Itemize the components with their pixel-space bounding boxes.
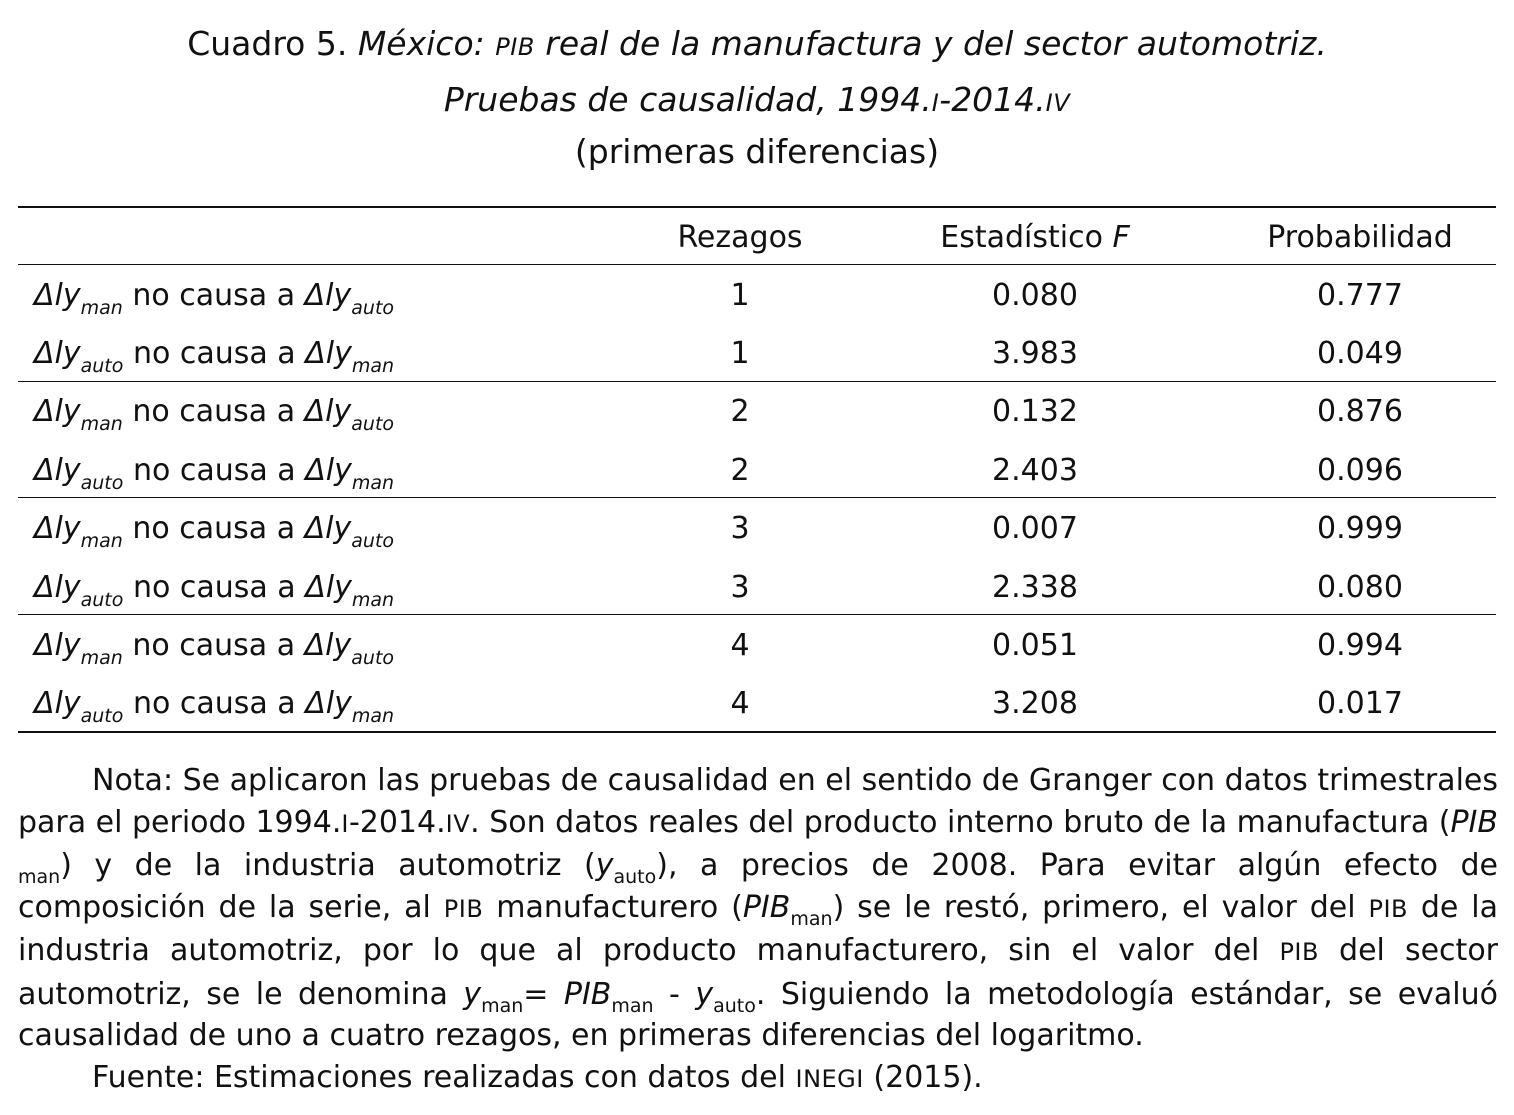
note-s5: manufacturero ( (496, 889, 743, 925)
note-pib-sc-1: PIB (443, 894, 484, 923)
source-a: Fuente: Estimaciones realizadas con datos del (92, 1059, 786, 1095)
subtitle-iv: IV (1045, 89, 1071, 117)
note (18, 760, 1498, 1100)
cell-rezagos: 1 (730, 336, 750, 371)
note-s6: ) se le restó, primero, el valor del (832, 889, 1356, 925)
delta-ly: Δly (304, 278, 352, 313)
row-label-mid: no causa a (132, 570, 296, 605)
note-s1-dash: -2014. (348, 804, 446, 840)
delta-ly: Δly (34, 336, 81, 371)
note-y-3: y (695, 976, 714, 1012)
cell-rezagos: 2 (730, 394, 750, 429)
cell-probabilidad: 0.017 (1317, 686, 1403, 721)
subscript-from: man (80, 530, 123, 552)
note-auto-sub: auto (613, 866, 657, 888)
note-man-sub: man (18, 866, 61, 888)
delta-ly: Δly (34, 278, 81, 313)
row-label-mid: no causa a (132, 336, 296, 371)
subtitle-a: Pruebas de causalidad, 1994. (443, 80, 932, 119)
note-s7: de la industria automotriz, por lo que al producto manufacturero, sin el valor del (18, 889, 1499, 968)
row-label-mid: no causa a (132, 453, 296, 488)
note-s1: Nota: Se aplicaron las pruebas de causalidad en el sentido de Granger con datos trimestrales para el periodo 1994. (18, 763, 1498, 840)
subscript-from: auto (80, 705, 124, 727)
title-country: México: (357, 24, 485, 63)
cell-estadistico-f: 0.132 (992, 394, 1078, 429)
delta-ly: Δly (305, 570, 352, 605)
cell-estadistico-f: 3.983 (992, 336, 1078, 371)
subscript-to: auto (351, 530, 395, 552)
note-auto-sub-2: auto (713, 994, 756, 1017)
note-man-sub-4: man (611, 994, 654, 1017)
row-label (34, 684, 395, 727)
subscript-to: man (351, 589, 395, 611)
delta-ly: Δly (305, 453, 352, 488)
cell-probabilidad: 0.080 (1317, 570, 1403, 605)
delta-ly: Δly (305, 686, 352, 721)
source-b: (2015). (873, 1059, 983, 1095)
delta-ly: Δly (304, 628, 352, 663)
subscript-to: man (351, 355, 395, 377)
row-label (34, 451, 395, 494)
subtitle-i: I (931, 89, 940, 117)
note-s2: . Son datos reales del producto interno bruto de la manufactura ( (470, 804, 1451, 840)
cell-rezagos: 1 (730, 278, 750, 313)
title-prefix: Cuadro 5. (187, 24, 348, 63)
row-label (34, 568, 395, 611)
cell-rezagos: 2 (730, 453, 750, 488)
cell-estadistico-f: 2.338 (992, 570, 1078, 605)
note-pib-italic-2: PIB (742, 889, 791, 925)
note-y-2: y (463, 976, 482, 1012)
title-pib: PIB (495, 33, 535, 61)
cell-estadistico-f: 2.403 (992, 453, 1078, 488)
note-man-sub-2: man (790, 907, 833, 930)
delta-ly: Δly (34, 686, 81, 721)
note-pib-italic: PIB (1450, 804, 1498, 840)
delta-ly: Δly (304, 394, 352, 429)
delta-ly: Δly (304, 511, 352, 546)
header-estadistico (920, 218, 1150, 258)
group-rule-3 (18, 614, 1496, 615)
group-rule-2 (18, 497, 1496, 498)
subscript-to: man (351, 705, 395, 727)
header-probabilidad: Probabilidad (1267, 220, 1453, 255)
row-label-mid: no causa a (132, 278, 296, 313)
cell-estadistico-f: 3.208 (992, 686, 1078, 721)
note-pib-sc-2: PIB (1368, 894, 1408, 923)
subscript-from: auto (80, 472, 124, 494)
cell-rezagos: 4 (730, 628, 750, 663)
delta-ly: Δly (34, 511, 81, 546)
subscript-from: man (80, 297, 123, 319)
delta-ly: Δly (34, 394, 81, 429)
subtitle-b: -2014. (939, 80, 1046, 119)
note-eq: = (523, 976, 549, 1012)
note-pib-italic-3: PIB (563, 976, 612, 1012)
header-f: F (1112, 220, 1130, 255)
bottom-rule (18, 731, 1496, 733)
delta-ly: Δly (34, 570, 81, 605)
cell-probabilidad: 0.049 (1317, 336, 1403, 371)
table-subtitle-2: (primeras diferencias) (574, 132, 940, 171)
row-label (34, 392, 395, 435)
cell-rezagos: 3 (730, 570, 750, 605)
title-rest: real de la manufactura y del sector automotriz. (545, 24, 1327, 63)
delta-ly: Δly (305, 336, 352, 371)
cell-rezagos: 4 (730, 686, 750, 721)
cell-probabilidad: 0.876 (1317, 394, 1403, 429)
row-label (34, 276, 395, 319)
row-label (34, 509, 395, 552)
row-label (34, 626, 395, 669)
note-s1-i: I (341, 809, 349, 838)
note-s3: ) y de la industria automotriz ( (60, 848, 596, 883)
cell-rezagos: 3 (730, 511, 750, 546)
subscript-from: auto (80, 589, 124, 611)
note-y: y (595, 848, 614, 883)
note-s8: del sector automotriz, se le denomina (18, 933, 1499, 1012)
note-s1-iv: IV (445, 809, 471, 838)
note-s9: . Siguiendo la metodología estándar, se evaluó causalidad de uno a cuatro rezagos, en primeras diferencias del logaritmo. (18, 976, 1498, 1053)
source-inegi: INEGI (795, 1064, 864, 1093)
note-man-sub-3: man (481, 994, 524, 1017)
header-estadistico-label: Estadístico (940, 220, 1103, 255)
header-rezagos: Rezagos (677, 220, 803, 255)
row-label-mid: no causa a (132, 511, 296, 546)
delta-ly: Δly (34, 628, 81, 663)
cell-estadistico-f: 0.080 (992, 278, 1078, 313)
row-label (34, 334, 395, 377)
group-rule-1 (18, 381, 1496, 382)
table-title (0, 18, 1514, 73)
subscript-to: auto (351, 413, 395, 435)
subscript-to: auto (351, 647, 395, 669)
cell-probabilidad: 0.999 (1317, 511, 1403, 546)
cell-probabilidad: 0.777 (1317, 278, 1403, 313)
note-minus: - (669, 976, 680, 1012)
row-label-mid: no causa a (132, 628, 296, 663)
row-label-mid: no causa a (132, 686, 296, 721)
subscript-from: man (80, 413, 123, 435)
row-label-mid: no causa a (132, 394, 296, 429)
header-rule (18, 264, 1496, 265)
subscript-to: man (351, 472, 395, 494)
cell-estadistico-f: 0.007 (992, 511, 1078, 546)
delta-ly: Δly (34, 453, 81, 488)
subscript-from: auto (80, 355, 124, 377)
note-s4: ), a precios de 2008. Para evitar algún efecto de composición de la serie, al (18, 848, 1498, 925)
subscript-from: man (80, 647, 123, 669)
top-rule (18, 206, 1496, 208)
cell-estadistico-f: 0.051 (992, 628, 1078, 663)
cell-probabilidad: 0.994 (1317, 628, 1403, 663)
note-pib-sc-3: PIB (1279, 938, 1319, 966)
cell-probabilidad: 0.096 (1317, 453, 1403, 488)
source-line (18, 1057, 1498, 1101)
subscript-to: auto (351, 297, 395, 319)
table-subtitle (0, 74, 1514, 129)
